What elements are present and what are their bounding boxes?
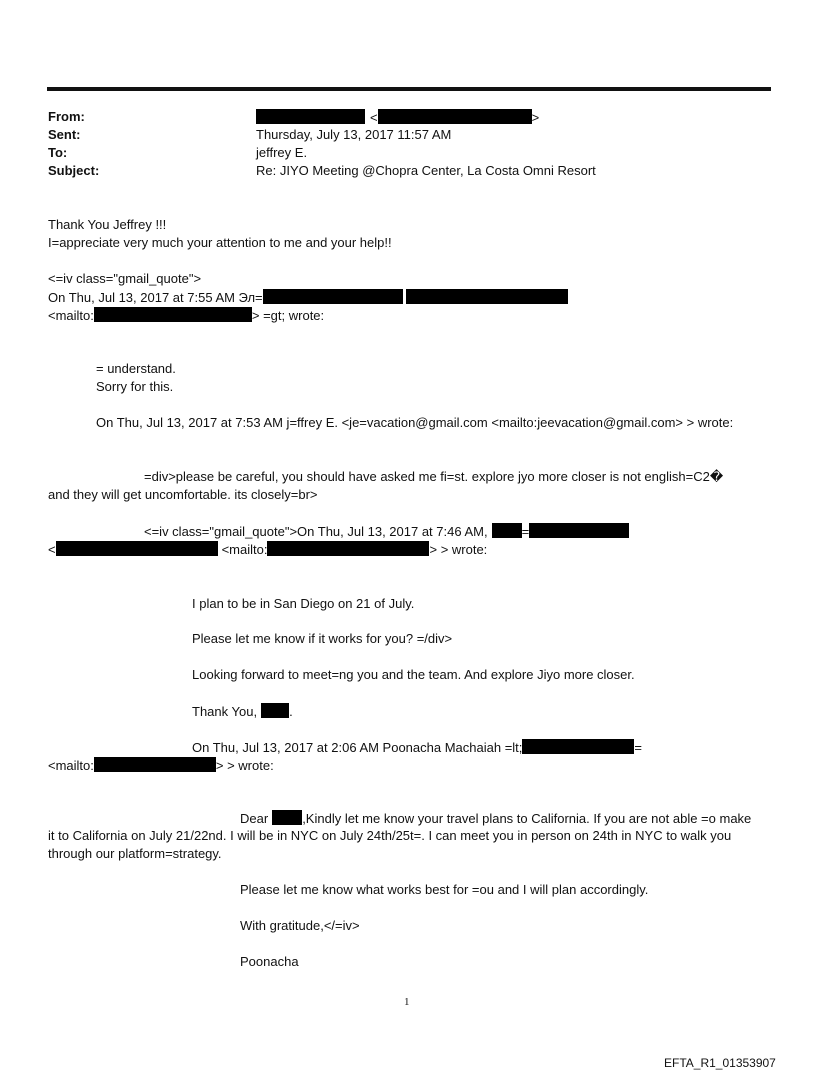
redaction-box bbox=[94, 757, 216, 772]
wrote-gt: > > wrote: bbox=[429, 542, 488, 557]
redaction-box bbox=[529, 523, 629, 538]
please-let-me-know: Please let me know if it works for you? =/div> bbox=[192, 631, 453, 646]
redaction-box bbox=[522, 739, 634, 754]
redaction-box bbox=[94, 307, 252, 322]
uncomfortable-line: and they will get uncomfortable. its closely=br> bbox=[48, 487, 318, 502]
redaction-box bbox=[272, 810, 302, 825]
thank-you-text: Thank You, bbox=[192, 704, 258, 719]
mailto-suffix: > =gt; wrote: bbox=[251, 308, 325, 323]
california-line: it to California on July 21/22nd. I will be in NYC on July 24th/25t=. I can meet you in person on 24th in NYC to walk you bbox=[48, 828, 732, 843]
quote-746-text: <=iv class="gmail_quote">On Thu, Jul 13, 2017 at 7:46 AM, bbox=[144, 524, 488, 539]
subject-label: Subject: bbox=[48, 163, 100, 178]
redaction-box bbox=[492, 523, 522, 538]
header-rule bbox=[47, 87, 771, 91]
to-label: To: bbox=[48, 145, 68, 160]
signoff-line: Poonacha bbox=[240, 954, 299, 969]
to-value: jeffrey E. bbox=[256, 145, 308, 160]
quote-746-line bbox=[144, 523, 629, 539]
redaction-box bbox=[378, 109, 532, 124]
gratitude-line: With gratitude,</=iv> bbox=[240, 918, 360, 933]
mailto-206-line bbox=[48, 757, 274, 773]
redaction-box bbox=[263, 289, 403, 304]
thank-you-jeffrey: Thank You Jeffrey !!! bbox=[48, 217, 167, 232]
mailto-755-line bbox=[48, 307, 324, 323]
mailto-746-line bbox=[48, 541, 487, 557]
redaction-box bbox=[256, 109, 365, 124]
subject-value: Re: JIYO Meeting @Chopra Center, La Costa Omni Resort bbox=[256, 163, 596, 178]
mailto-prefix: <mailto: bbox=[48, 308, 94, 323]
thank-you-line bbox=[192, 703, 293, 719]
redaction-box bbox=[56, 541, 218, 556]
sent-value: Thursday, July 13, 2017 11:57 AM bbox=[256, 127, 452, 142]
on-thu-755-line bbox=[48, 289, 568, 305]
mailto-mid: <mailto: bbox=[221, 542, 268, 557]
page-number: 1 bbox=[404, 996, 410, 1008]
sorry-line: Sorry for this. bbox=[96, 379, 174, 394]
thank-you-period: . bbox=[289, 704, 293, 719]
please-careful-line: =div>please be careful, you should have asked me fi=st. explore jyo more closer is not english=C2� bbox=[144, 469, 724, 484]
eq-206: = bbox=[634, 740, 642, 755]
platform-line: through our platform=strategy. bbox=[48, 846, 222, 861]
from-lt: < bbox=[370, 110, 378, 125]
on-thu-206-text: On Thu, Jul 13, 2017 at 2:06 AM Poonacha Machaiah =lt; bbox=[192, 740, 523, 755]
redaction-box bbox=[261, 703, 289, 718]
from-value bbox=[256, 109, 539, 125]
appreciate-line: I=appreciate very much your attention to me and your help!! bbox=[48, 235, 392, 250]
plan-san-diego: I plan to be in San Diego on 21 of July. bbox=[192, 596, 415, 611]
wrote-206: > > wrote: bbox=[215, 758, 274, 773]
redaction-box bbox=[267, 541, 429, 556]
on-thu-753-line: On Thu, Jul 13, 2017 at 7:53 AM j=ffrey E. <je=vacation@gmail.com <mailto:jeevacation@gmail.com> > wrote: bbox=[96, 415, 734, 430]
from-label: From: bbox=[48, 109, 85, 124]
dear-rest: ,Kindly let me know your travel plans to California. If you are not able =o make bbox=[302, 811, 752, 826]
lt-char: < bbox=[48, 542, 56, 557]
sent-label: Sent: bbox=[48, 127, 81, 142]
looking-forward: Looking forward to meet=ng you and the team. And explore Jiyo more closer. bbox=[192, 667, 635, 682]
dear-text: Dear bbox=[240, 811, 269, 826]
dear-line bbox=[240, 810, 751, 826]
quote-746-eq: = bbox=[521, 524, 530, 539]
works-best-line: Please let me know what works best for =ou and I will plan accordingly. bbox=[240, 882, 649, 897]
from-gt: > bbox=[531, 110, 540, 125]
redaction-box bbox=[406, 289, 568, 304]
on-thu-755-text: On Thu, Jul 13, 2017 at 7:55 AM Эл= bbox=[48, 290, 263, 305]
mailto-206: <mailto: bbox=[48, 758, 94, 773]
gmail-quote-div: <=iv class="gmail_quote"> bbox=[48, 271, 202, 286]
document-id: EFTA_R1_01353907 bbox=[664, 1056, 776, 1070]
understand-line: = understand. bbox=[96, 361, 176, 376]
on-thu-206-line bbox=[192, 739, 642, 755]
